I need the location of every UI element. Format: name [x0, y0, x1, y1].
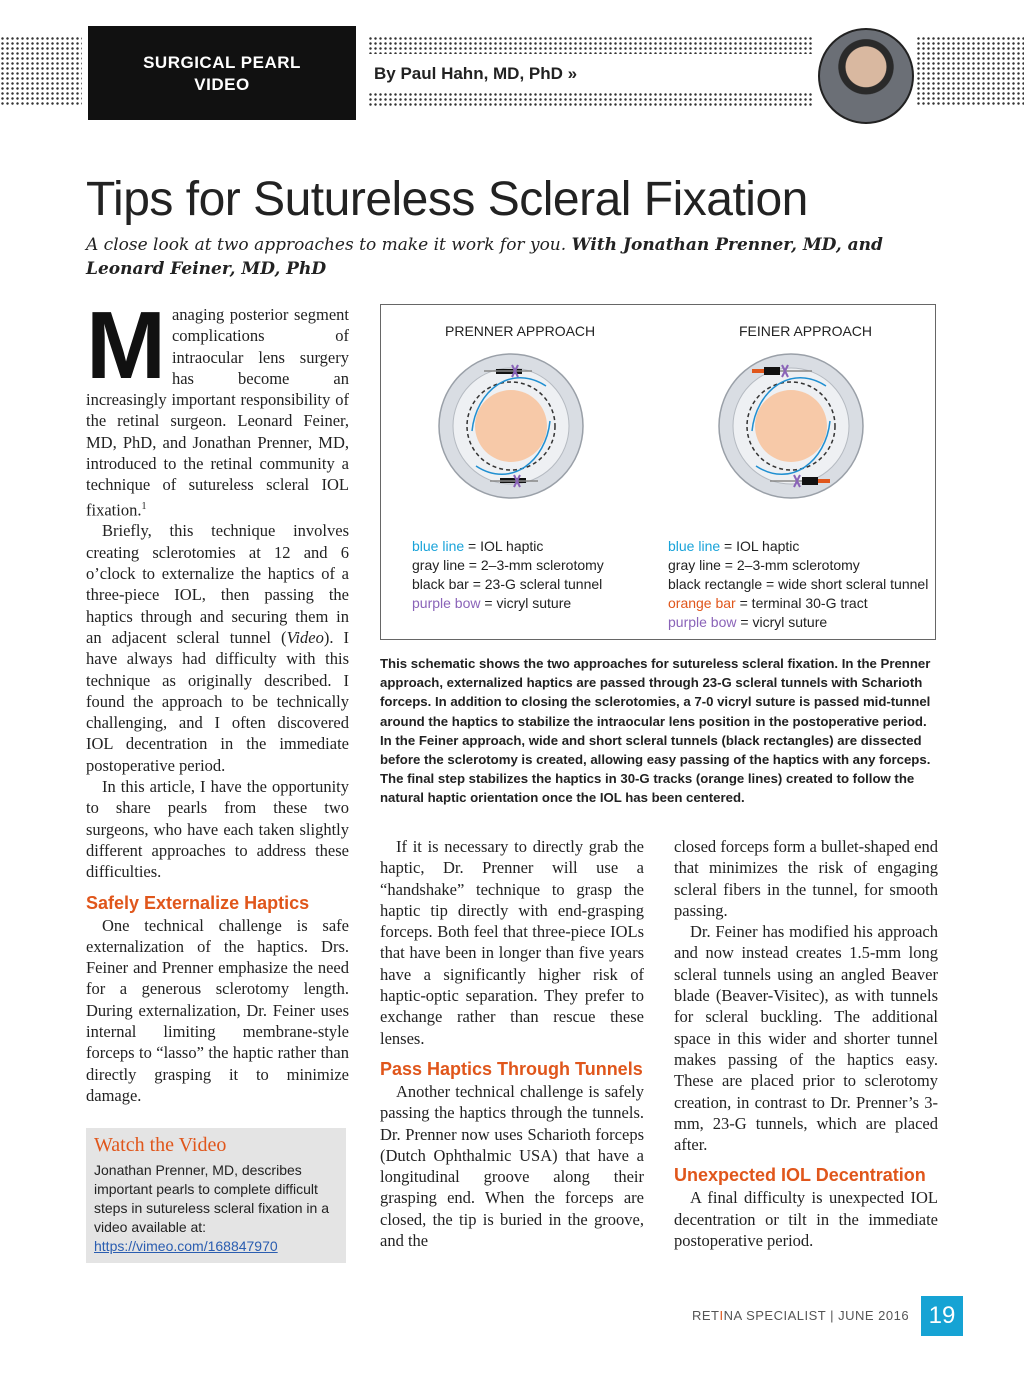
legend-item	[412, 556, 604, 575]
legend-item	[668, 594, 928, 613]
subhead-safely-externalize: Safely Externalize Haptics	[86, 892, 310, 913]
paragraph-briefly-b: ). I have always had difficulty with this technique as originally described. I found the approach to be technically challenging, and I often discovered IOL decentration in the immediate postoperative period.	[86, 627, 349, 775]
figure-title-feiner: FEINER APPROACH	[739, 323, 873, 339]
legend-item	[412, 575, 604, 594]
paragraph-briefly	[86, 520, 349, 776]
paragraph-difficulty: A final difficulty is unexpected IOL decentration or tilt in the immediate postoperative period.	[674, 1188, 938, 1251]
legend-desc: = 2–3-mm sclerotomy	[720, 557, 860, 573]
legend-desc: = IOL haptic	[464, 538, 544, 554]
legend-desc: = vicryl suture	[736, 614, 828, 630]
legend-item	[668, 537, 928, 556]
legend-key: purple bow	[412, 595, 481, 611]
intro-text: anaging posterior segment complications of intraocular lens surgery has become an increasingly important responsibility of the retinal surgeon. Leonard Feiner, MD, PhD, and Jonathan Prenner, MD, introduced to the retinal community a technique of sutureless scleral IOL fixation.	[86, 305, 349, 520]
header-dots-left	[0, 36, 82, 106]
paragraph-article: In this article, I have the opportunity to share pearls from these two surgeons, who have each taken slightly different approaches to address these difficulties.	[86, 777, 349, 882]
subhead-unexpected: Unexpected IOL Decentration	[674, 1165, 926, 1186]
legend-desc: = vicryl suture	[480, 595, 572, 611]
legend-desc: = IOL haptic	[720, 538, 800, 554]
column-2	[380, 836, 644, 1251]
header-dots-mid-top	[368, 36, 814, 54]
author-avatar	[818, 28, 914, 124]
footnote-ref: 1	[141, 500, 147, 512]
legend-item	[412, 537, 604, 556]
header-dots-mid-bottom	[368, 92, 814, 106]
footer-magazine	[692, 1308, 909, 1323]
paragraph-tunnels: Another technical challenge is safely passing the haptics through the tunnels. Dr. Prenner now uses Scharioth forceps (Dutch Ophthalmic USA) that have a longitudinal groove along their grasping end. When the forceps are closed, the tip is buried in the groove, and the	[380, 1081, 644, 1251]
footer-mag-i: I	[719, 1308, 724, 1323]
video-ref: Video	[286, 627, 324, 647]
eye-diagram-feiner	[716, 351, 866, 501]
watch-video-body	[94, 1161, 338, 1256]
author-byline: By Paul Hahn, MD, PhD »	[370, 64, 581, 84]
paragraph-challenge: One technical challenge is safe externalization of the haptics. Drs. Feiner and Prenner emphasize the need for a generous sclerotomy length. During externalization, Dr. Feiner uses internal limiting membrane-style forceps to “lasso” the haptic rather than directly grasping it to minimize damage.	[86, 915, 349, 1105]
schematic-figure	[380, 304, 936, 640]
watch-video-title: Watch the Video	[94, 1134, 227, 1156]
paragraph-briefly-a: Briefly, this technique involves creating sclerotomies at 12 and 6 o’clock to externalize the haptics of a three-piece IOL, then passing the haptics through and securing them in an adjacent scleral tunnel (	[86, 521, 349, 647]
figure-title-prenner: PRENNER APPROACH	[445, 323, 596, 339]
paragraph-handshake: If it is necessary to directly grab the haptic, Dr. Prenner will use a “handshake” technique to grasp the haptic tip directly with end-grasping forceps. Both feel that three-piece IOLs that have been in longer than five years have a significantly higher risk of haptic-optic separation. They prefer to exchange rather than rescue these lenses.	[380, 837, 644, 1048]
dek-credits: With Jonathan Prenner, MD, and Leonard Feiner, MD, PhD	[86, 235, 883, 279]
eye-diagram-prenner	[436, 351, 586, 501]
column-3	[674, 836, 938, 1251]
watch-video-box	[86, 1128, 346, 1263]
legend-key: blue line	[668, 538, 721, 554]
legend-desc: = terminal 30-G tract	[735, 595, 868, 611]
footer-mag-b: NA SPECIALIST | JUNE 2016	[723, 1308, 910, 1323]
page-number: 19	[921, 1296, 963, 1336]
intro-paragraph	[86, 292, 349, 520]
legend-item	[668, 575, 928, 594]
legend-key: purple bow	[668, 614, 737, 630]
dek-italic: A close look at two approaches to make it work for you.	[86, 235, 567, 255]
figure-caption: This schematic shows the two approaches for sutureless scleral fixation. In the Prenner approach, externalized haptics are passed through 23-G scleral tunnels with Scharioth forceps. In addition to closing the sclerotomies, a 7-0 vicryl suture is passed mid-tunnel around the haptics to stabilize the intraocular lens position in the postoperative period. In the Feiner approach, wide and short scleral tunnels (black rectangles) are dissected before the sclerotomy is created, allowing easy passing of the haptics with any forceps. The final step stabilizes the haptics in 30-G tracks (orange lines) created to follow the natural haptic orientation once the IOL has been centered.	[380, 656, 931, 806]
legend-desc: = 2–3-mm sclerotomy	[464, 557, 604, 573]
legend-desc: = 23-G scleral tunnel	[468, 576, 603, 592]
legend-prenner	[412, 537, 604, 613]
section-label-line2: VIDEO	[194, 75, 250, 94]
section-label	[88, 26, 356, 120]
paragraph-bullet: closed forceps form a bullet-shaped end that minimizes the risk of engaging scleral fibers in the tunnel, for smooth passing.	[674, 837, 938, 920]
subhead-pass-haptics: Pass Haptics Through Tunnels	[380, 1058, 643, 1079]
legend-key: blue line	[412, 538, 465, 554]
legend-key: black rectangle	[668, 576, 763, 592]
video-link[interactable]: https://vimeo.com/168847970	[94, 1238, 278, 1254]
section-label-line1: SURGICAL PEARL	[143, 53, 301, 72]
drop-cap: M	[86, 292, 166, 399]
legend-item	[412, 594, 604, 613]
legend-feiner	[668, 537, 928, 632]
article-dek	[86, 233, 946, 281]
legend-key: black bar	[412, 576, 469, 592]
footer-mag-a: RET	[692, 1308, 720, 1323]
legend-key: gray line	[668, 557, 721, 573]
watch-video-text: Jonathan Prenner, MD, describes important pearls to complete difficult steps in sutureless scleral fixation in a video available at:	[94, 1162, 329, 1235]
legend-key: orange bar	[668, 595, 736, 611]
legend-item	[668, 556, 928, 575]
header-dots-right	[916, 36, 1024, 106]
article-title: Tips for Sutureless Scleral Fixation	[86, 173, 808, 226]
paragraph-feiner: Dr. Feiner has modified his approach and now instead creates 1.5-mm long scleral tunnels using an angled Beaver blade (Beaver-Visitec), as with tunnels for scleral buckling. The additional space in this wider and shorter tunnel makes passing of the haptics easy. These are placed prior to sclerotomy creation, in contrast to Dr. Prenner’s 3-mm, 23-G tunnels, which are placed after.	[674, 922, 938, 1155]
legend-key: gray line	[412, 557, 465, 573]
legend-desc: = wide short scleral tunnel	[762, 576, 929, 592]
column-1	[86, 292, 349, 1106]
legend-item	[668, 613, 928, 632]
